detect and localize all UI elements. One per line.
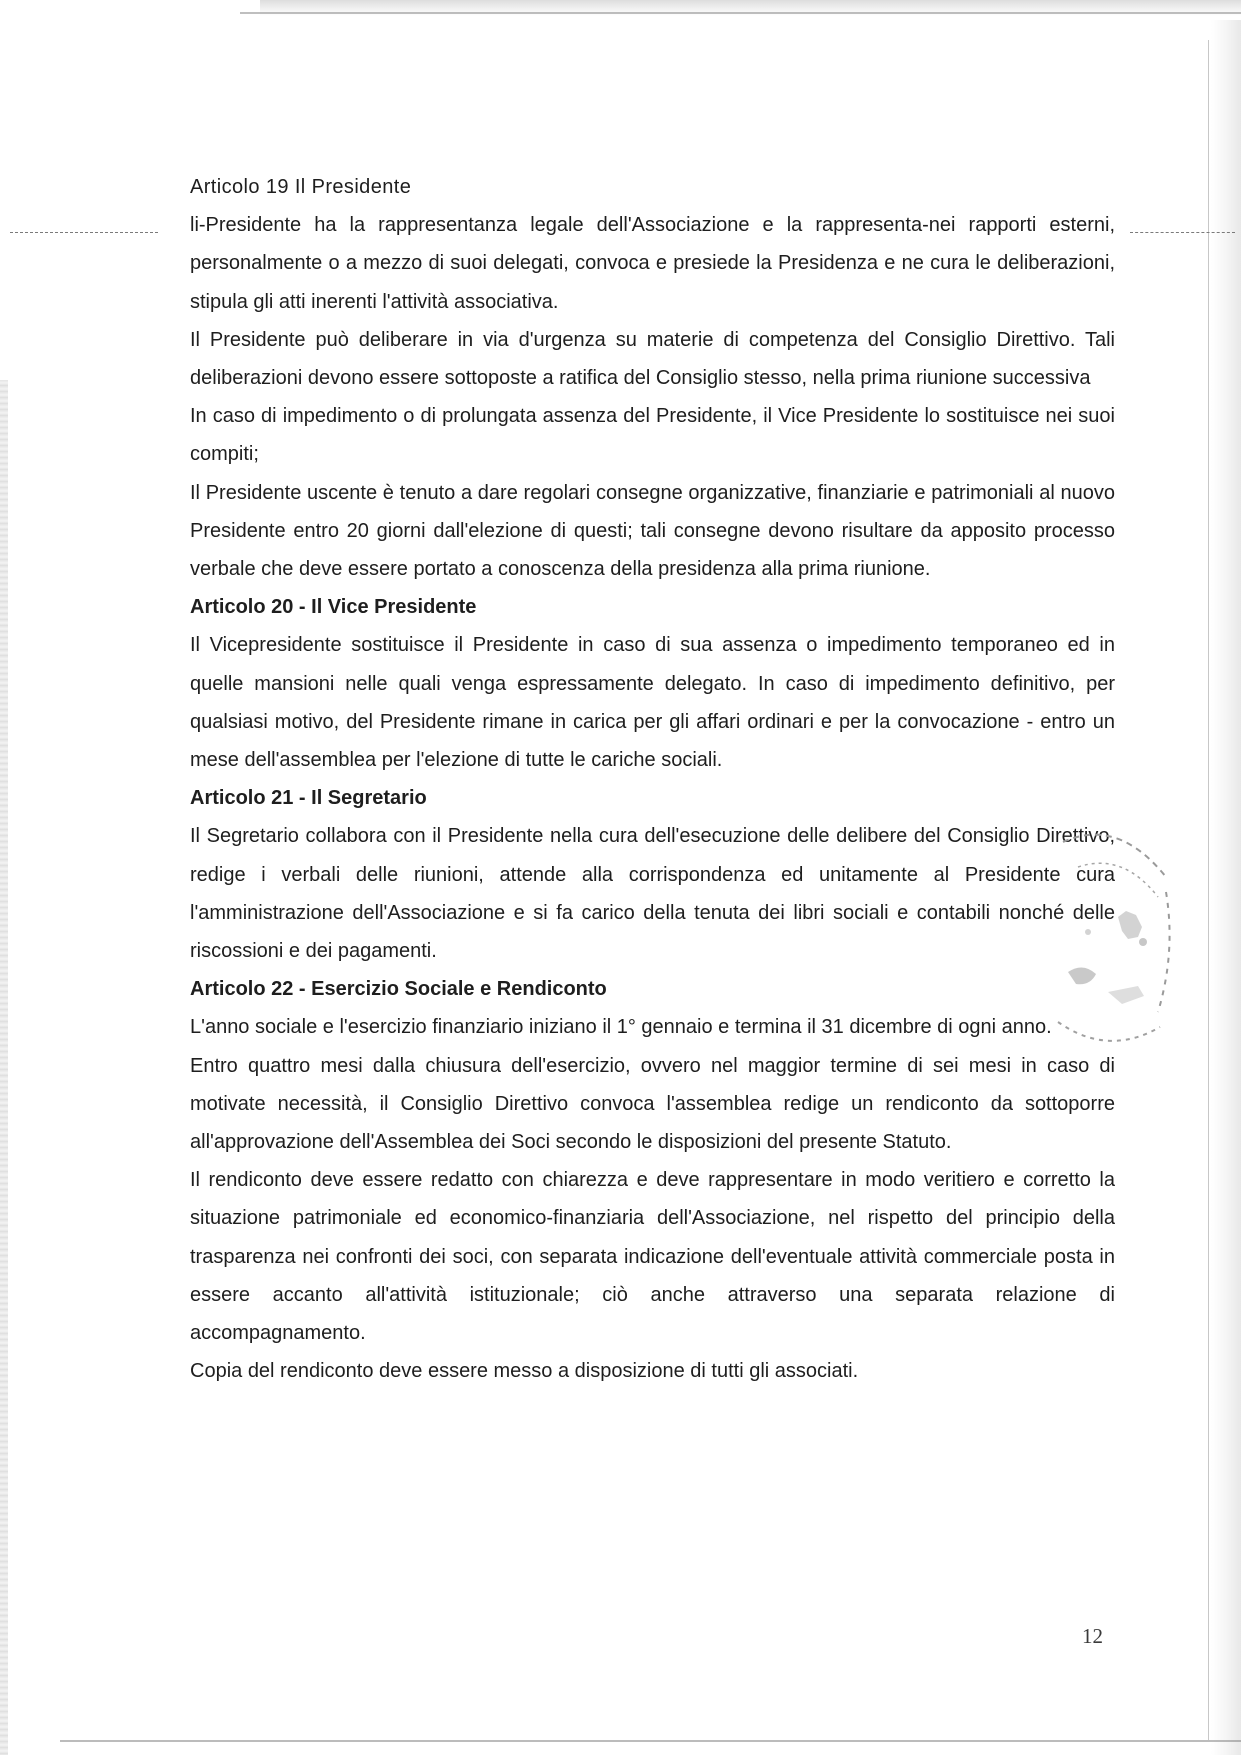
article-22-paragraph-1: L'anno sociale e l'esercizio finanziario iniziano il 1° gennaio e termina il 31 dicembre di ogni anno. [190, 1016, 1052, 1039]
article-20 [190, 588, 1115, 779]
page-number: 12 [1082, 1624, 1103, 1648]
article-19-paragraph-1: li-Presidente ha la rappresentanza legale dell'Associazione e la rappresenta-nei rapporti esterni, personalmente o a mezzo di suoi delegati, convoca e presiede la Presidenza e ne cura le deliberazioni, stipula gli atti inerenti l'attività associativa. [190, 214, 1115, 313]
margin-dash-right [1130, 232, 1235, 233]
article-19 [190, 168, 1115, 588]
article-22-paragraph-2: Entro quattro mesi dalla chiusura dell'esercizio, ovvero nel maggior termine di sei mesi in caso di motivate necessità, il Consiglio Direttivo convoca l'assemblea redige un rendiconto da sottoporre all'approvazione dell'Assemblea dei Soci secondo le disposizioni del presente Statuto. [190, 1054, 1115, 1154]
document-body [190, 168, 1115, 1391]
article-19-paragraph-3: In caso di impedimento o di prolungata assenza del Presidente, il Vice Presidente lo sostituisce nei suoi compiti; [190, 405, 1115, 466]
article-21-heading: Articolo 21 - Il Segretario [190, 787, 427, 810]
article-19-paragraph-2: Il Presidente può deliberare in via d'urgenza su materie di competenza del Consiglio Direttivo. Tali deliberazioni devono essere sottoposte a ratifica del Consiglio stesso, nella prima riunione successiva [190, 328, 1115, 390]
article-22-heading: Articolo 22 - Esercizio Sociale e Rendiconto [190, 978, 607, 1001]
article-22-paragraph-3: Il rendiconto deve essere redatto con chiarezza e deve rappresentare in modo veritiero e corretto la situazione patrimoniale ed economico-finanziaria dell'Associazione, nel rispetto del principio della trasparenza nei confronti dei soci, con separata indicazione dell'eventuale attività commerciale posta in essere accanto all'attività istituzionale; ciò anche attraverso una separata relazione di accompagnamento. [190, 1169, 1115, 1345]
scan-line-bottom [60, 1740, 1241, 1742]
article-22 [190, 970, 1115, 1390]
scan-edge-right [1211, 20, 1241, 1755]
article-21 [190, 779, 1115, 970]
article-19-paragraph-4: Il Presidente uscente è tenuto a dare regolari consegne organizzative, finanziarie e patrimoniali al nuovo Presidente entro 20 giorni dall'elezione di questi; tali consegne devono risultare da apposito processo verbale che deve essere portato a conoscenza della presidenza alla prima riunione. [190, 481, 1115, 581]
scan-line-right [1208, 40, 1209, 1740]
article-22-paragraph-4: Copia del rendiconto deve essere messo a disposizione di tutti gli associati. [190, 1360, 859, 1383]
article-19-heading: Articolo 19 Il Presidente [190, 176, 412, 198]
article-21-paragraph-1: Il Segretario collabora con il Presidente nella cura dell'esecuzione delle delibere del Consiglio Direttivo, redige i verbali delle riunioni, attende alla corrispondenza ed unitamente al Presidente cura l'amministrazione dell'Associazione e si fa carico della tenuta dei libri sociali e contabili nonché delle riscossioni e dei pagamenti. [190, 825, 1115, 963]
margin-dash-left [10, 232, 158, 233]
scan-edge-left [0, 380, 8, 1755]
article-20-heading: Articolo 20 - Il Vice Presidente [190, 596, 477, 619]
scan-line-top [240, 12, 1241, 14]
official-stamp-icon [1048, 822, 1173, 1057]
article-20-paragraph-1: Il Vicepresidente sostituisce il Presidente in caso di sua assenza o impedimento temporaneo ed in quelle mansioni nelle quali venga espressamente delegato. In caso di impedimento definitivo, per qualsiasi motivo, del Presidente rimane in carica per gli affari ordinari e per la convocazione - entro un mese dell'assemblea per l'elezione di tutte le cariche sociali. [190, 634, 1115, 772]
